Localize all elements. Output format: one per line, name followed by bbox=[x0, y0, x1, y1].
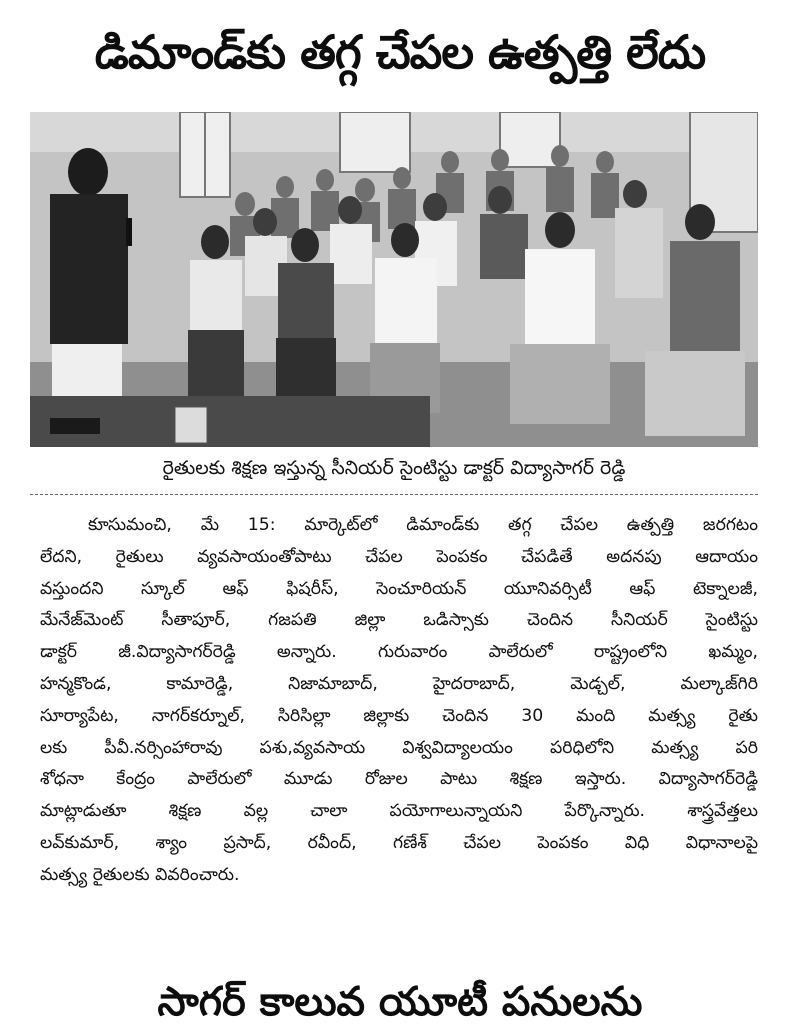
photo-caption: రైతులకు శిక్షణ ఇస్తున్న సీనియర్ సైంటిస్టు డాక్టర్ విద్యాసాగర్ రెడ్డి bbox=[162, 457, 626, 479]
body-line: డాక్టర్ జీ.విద్యాసాగర్‌రెడ్డి అన్నారు. గురువారం పాలేరులో రాష్ట్రంలోని ఖమ్మం, bbox=[40, 642, 758, 663]
article-headline: డిమాండ్‌కు తగ్గ చేపల ఉత్పత్తి లేదు bbox=[94, 25, 706, 79]
body-line: వస్తుందని స్కూల్ ఆఫ్ ఫిషరీస్, సెంచూరియన్ యూనివర్సిటీ ఆఫ్ టెక్నాలజీ, bbox=[40, 578, 758, 599]
body-line: మాట్లాడుతూ శిక్షణ వల్ల చాలా పయోగాలున్నాయని పేర్కొన్నారు. శాస్త్రవేత్తలు bbox=[40, 801, 758, 822]
body-line: మత్స్య రైతులకు వివరించారు. bbox=[40, 864, 240, 885]
body-line: మేనేజ్‌మెంట్ సీతాపూర్, గజపతి జిల్లా ఒడిస్సాకు చెందిన సీనియర్ సైంటిస్టు bbox=[40, 610, 758, 631]
body-line: శోధనా కేంద్రం పాలేరులో మూడు రోజుల పాటు శిక్షణ ఇస్తారు. విద్యాసాగర్‌రెడ్డి bbox=[40, 769, 758, 790]
caption-divider bbox=[30, 494, 758, 495]
body-line: లవ్‌కుమార్, శ్యాం ప్రసాద్, రవీంద్, గణేశ్ చేపల పెంపకం విధి విధానాలపై bbox=[40, 832, 758, 853]
news-photo bbox=[30, 112, 758, 447]
article-body bbox=[40, 510, 758, 892]
body-line: సూర్యాపేట, నాగర్‌కర్నూల్, సిరిసిల్లా జిల్లాకు చెందిన 30 మంది మత్స్య రైతు bbox=[40, 705, 758, 726]
body-line: లేదని, రైతులు వ్యవసాయంతోపాటు చేపల పెంపకం చేపడితే అదనపు ఆదాయం bbox=[40, 546, 758, 567]
body-line: కూసుమంచి, మే 15: మార్కెట్‌లో డిమాండ్‌కు తగ్గ చేపల ఉత్పత్తి జరగటం bbox=[88, 515, 758, 535]
next-article-headline: సాగర్ కాలువ యూటీ పనులను bbox=[157, 979, 643, 1025]
body-line: లకు పీవీ.నర్సింహారావు పశు,వ్యవసాయ విశ్వవిద్యాలయం పరిధిలోని మత్స్య పరి bbox=[40, 737, 758, 758]
body-line: హన్మకొండ, కామారెడ్డి, నిజామాబాద్, హైదరాబాద్, మెడ్చల్, మల్కాజ్‌గిరి bbox=[40, 673, 758, 694]
